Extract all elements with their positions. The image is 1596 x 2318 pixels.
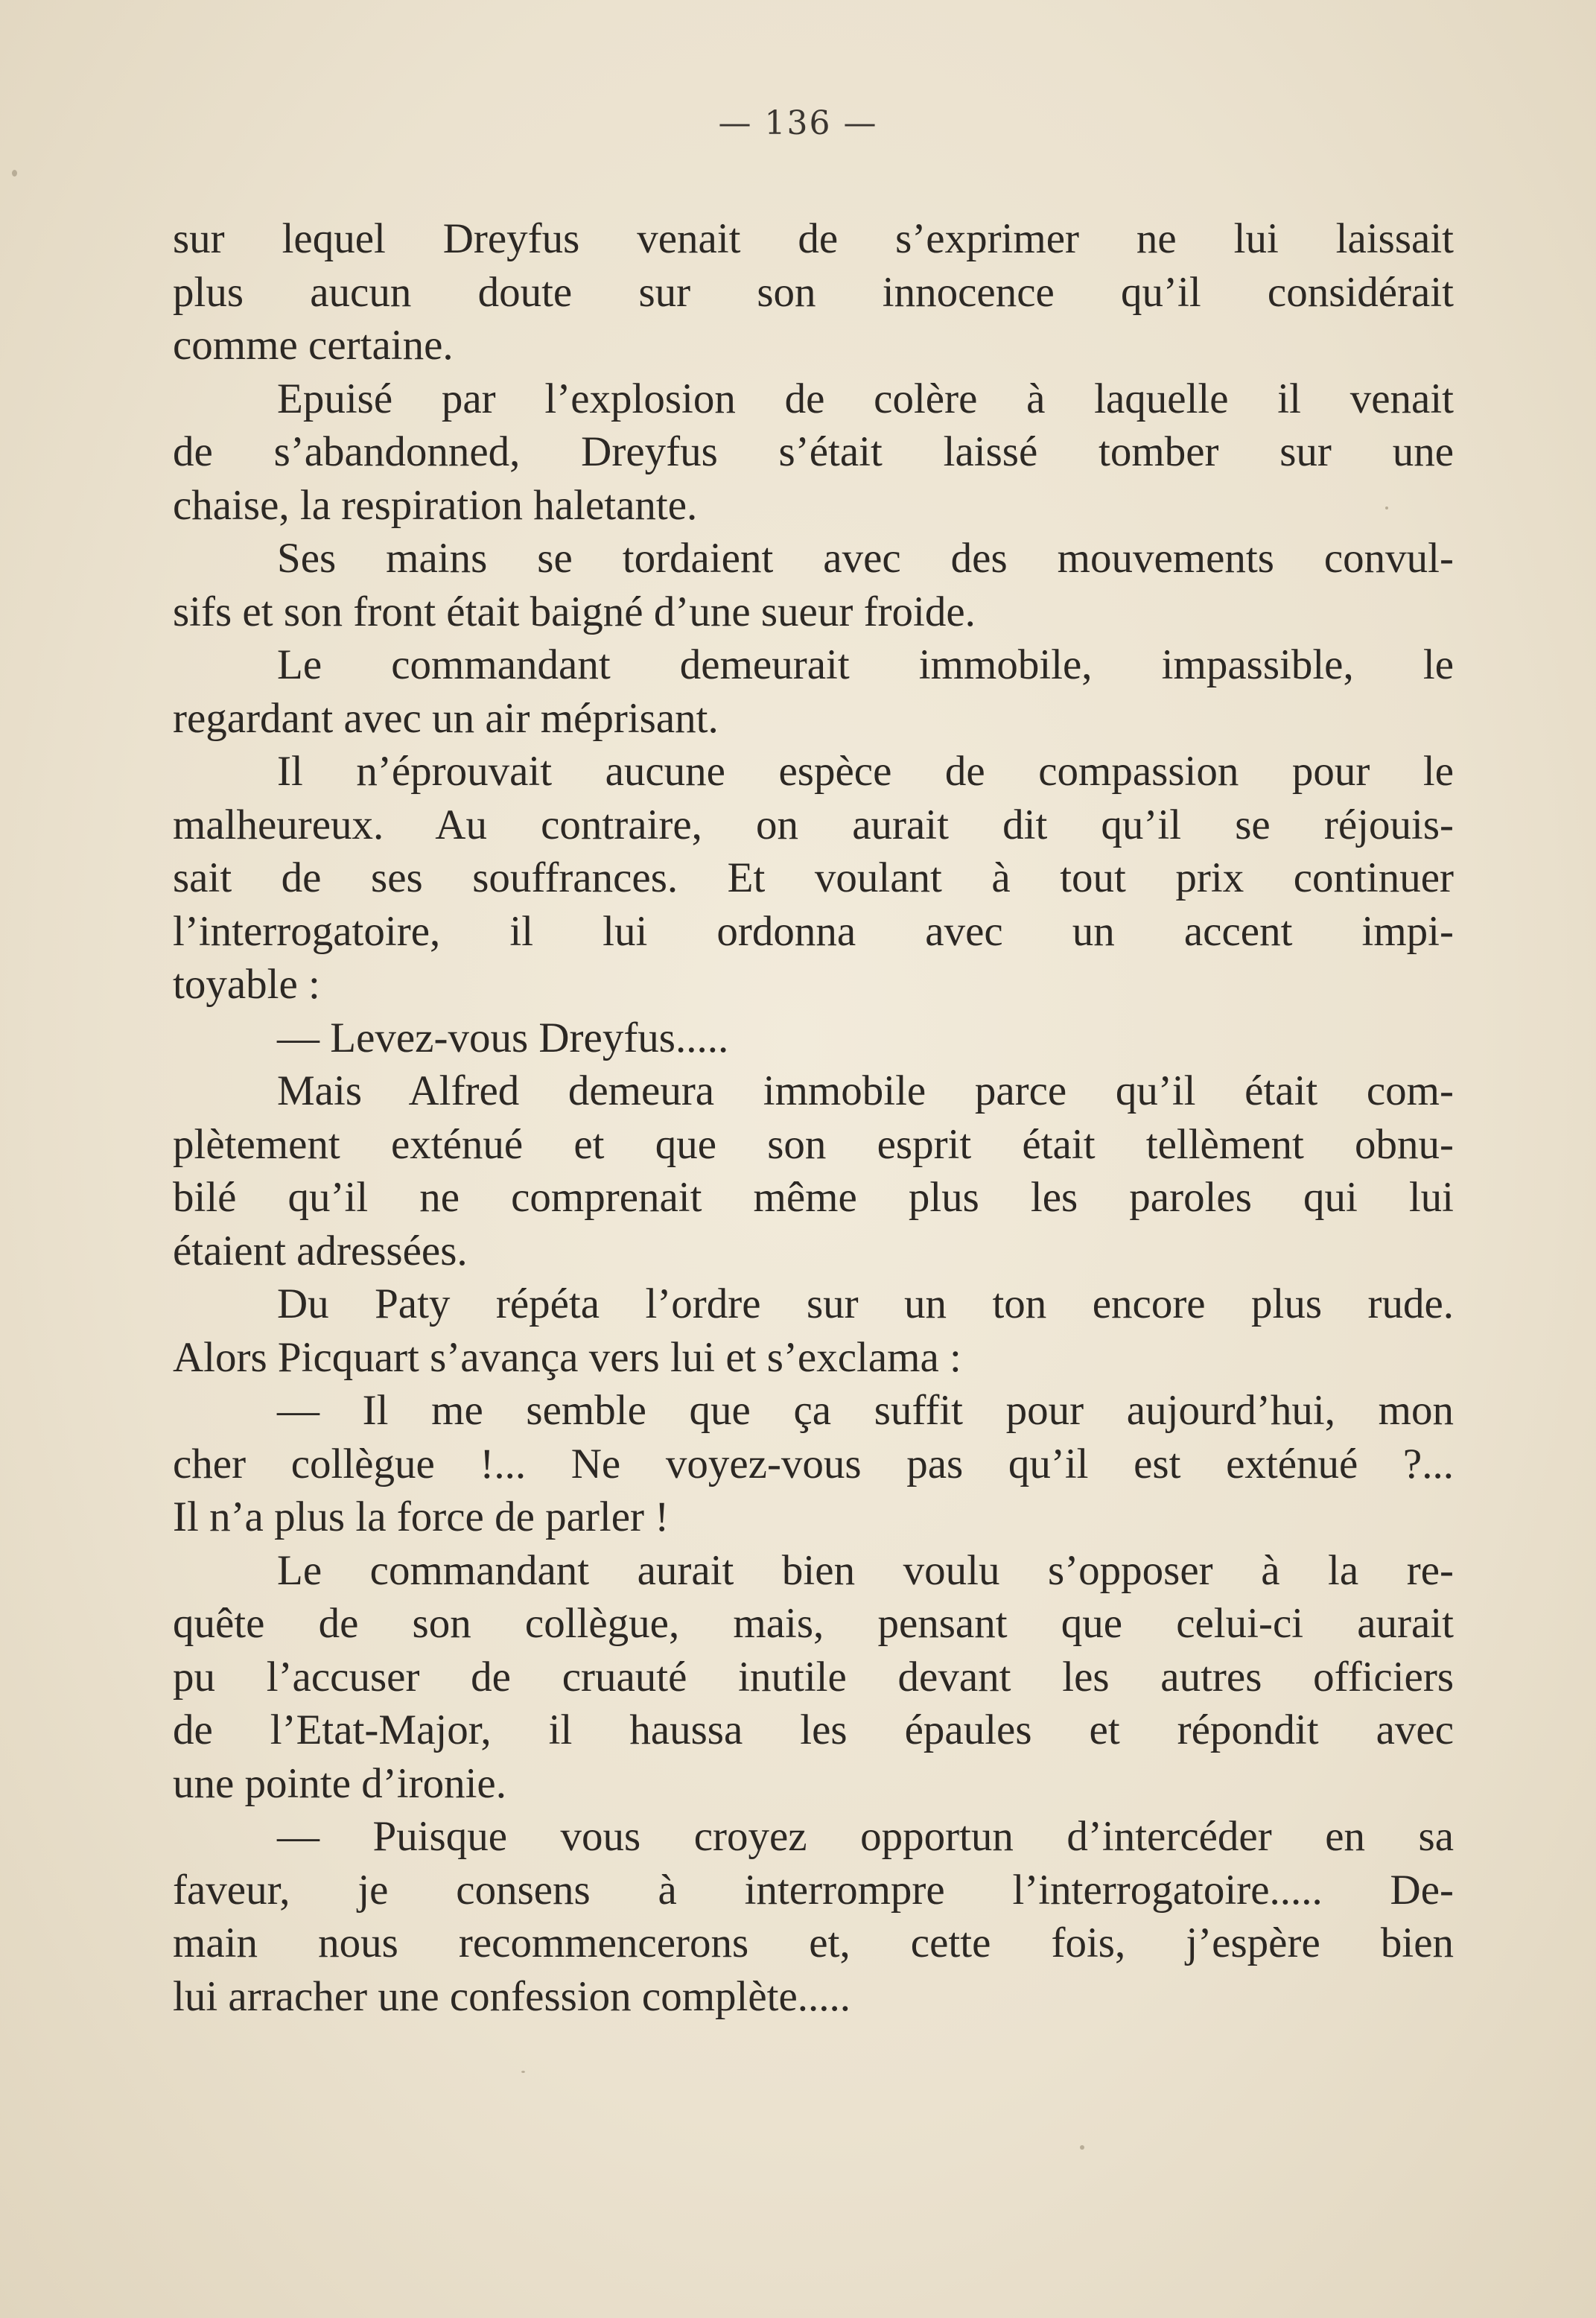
text-line: étaient adressées. bbox=[173, 1227, 468, 1274]
text-line: une pointe d’ironie. bbox=[173, 1759, 506, 1807]
text-line: — Puisque vous croyez opportun d’intercéder en sa bbox=[277, 1813, 1454, 1860]
text-line: comme certaine. bbox=[173, 322, 454, 369]
text-line: — Il me semble que ça suffit pour aujourd’hui, mon bbox=[277, 1387, 1454, 1434]
text-line: Alors Picquart s’avança vers lui et s’exclama : bbox=[173, 1333, 961, 1381]
text-line: chaise, la respiration haletante. bbox=[173, 481, 698, 529]
text-line: pu l’accuser de cruauté inutile devant les autres officiers bbox=[173, 1653, 1454, 1701]
paper-speck bbox=[12, 170, 17, 177]
body-text bbox=[173, 212, 1454, 2023]
text-line: sur lequel Dreyfus venait de s’exprimer ne lui laissait bbox=[173, 215, 1454, 262]
paper-speck bbox=[1385, 507, 1388, 509]
text-line: sifs et son front était baigné d’une sueur froide. bbox=[173, 588, 976, 635]
paper-speck bbox=[521, 2071, 525, 2073]
text-line: de s’abandonned, Dreyfus s’était laissé tomber sur une bbox=[173, 428, 1454, 475]
text-line: Du Paty répéta l’ordre sur un ton encore plus rude. bbox=[277, 1280, 1454, 1327]
text-line: faveur, je consens à interrompre l’interrogatoire..... De- bbox=[173, 1866, 1454, 1914]
text-line: Ses mains se tordaient avec des mouvements convul- bbox=[277, 535, 1454, 582]
text-line: plètement exténué et que son esprit était tellèment obnu- bbox=[173, 1120, 1454, 1168]
text-line: cher collègue !... Ne voyez-vous pas qu’il est exténué ?... bbox=[173, 1440, 1454, 1487]
text-line: Epuisé par l’explosion de colère à laquelle il venait bbox=[277, 375, 1454, 422]
text-line: main nous recommencerons et, cette fois, j’espère bien bbox=[173, 1920, 1454, 1966]
text-line: Le commandant aurait bien voulu s’opposer à la re- bbox=[277, 1546, 1454, 1594]
text-line: Il n’éprouvait aucune espèce de compassion pour le bbox=[277, 748, 1454, 795]
text-line: de l’Etat-Major, il haussa les épaules et répondit avec bbox=[173, 1706, 1454, 1753]
text-line: plus aucun doute sur son innocence qu’il considérait bbox=[173, 268, 1454, 316]
text-line: Le commandant demeurait immobile, impassible, le bbox=[277, 641, 1454, 688]
text-line: regardant avec un air méprisant. bbox=[173, 694, 719, 742]
paper-speck bbox=[1080, 2145, 1084, 2150]
text-line: toyable : bbox=[173, 961, 320, 1008]
text-line: bilé qu’il ne comprenait même plus les paroles qui lui bbox=[173, 1174, 1454, 1221]
text-line: quête de son collègue, mais, pensant que celui-ci aurait bbox=[173, 1600, 1454, 1647]
text-line: Il n’a plus la force de parler ! bbox=[173, 1493, 670, 1540]
text-line: lui arracher une confession complète..... bbox=[173, 1972, 851, 2020]
page-number: — 136 — bbox=[718, 104, 878, 142]
text-line: l’interrogatoire, il lui ordonna avec un accent impi- bbox=[173, 907, 1454, 955]
text-line: Mais Alfred demeura immobile parce qu’il était com- bbox=[277, 1067, 1454, 1114]
text-line: — Levez-vous Dreyfus..... bbox=[277, 1014, 729, 1061]
text-line: sait de ses souffrances. Et voulant à tout prix continuer bbox=[173, 854, 1454, 901]
text-line: malheureux. Au contraire, on aurait dit qu’il se réjouis- bbox=[173, 801, 1454, 848]
